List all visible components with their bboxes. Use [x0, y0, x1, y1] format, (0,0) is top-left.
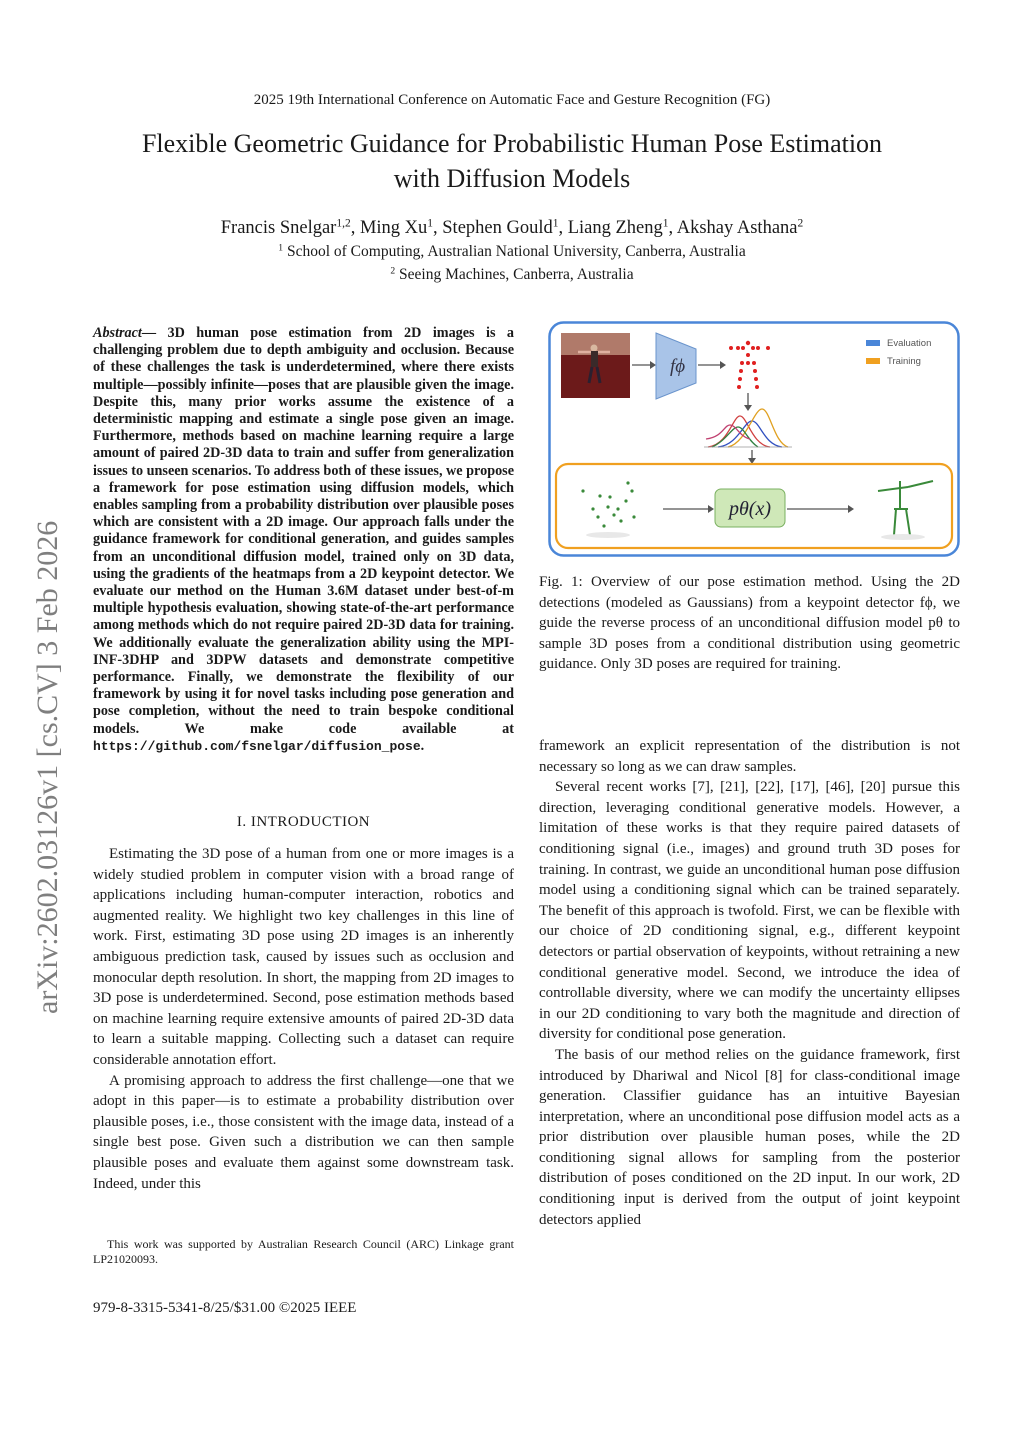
paragraph: A promising approach to address the first challenge—one that we adopt in this paper—is to estimate a probability distribution over plausible poses, i.e., those consistent with the image data, instead of a single best pose. Given such a distribution we can then sample plausible poses and evaluate them against some downstream task. Indeed, under this	[93, 1072, 514, 1192]
abstract-label: Abstract	[93, 325, 142, 341]
affiliation: $^2$ Seeing Machines, Canberra, Australia	[390, 265, 634, 283]
paragraph: Estimating the 3D pose of a human from one or more images is a widely studied problem in computer vision with a broad range of applications including human-computer interaction, robotics and augmented reality. We highlight two key challenges in this line of work. First, estimating 3D pose using 2D images is an inherently ambiguous prediction task, caused by issues such as occlusion and monocular depth resolution. In short, the mapping from 2D images to 3D pose is underdetermined. Second, pose estimation methods based on machine learning require extensive amounts of paired 2D-3D data to learn a suitable mapping. Collecting such a dataset can require considerable annotation effort.	[93, 846, 514, 1068]
author: Liang Zheng$^1$	[567, 217, 669, 238]
right-column-text	[539, 736, 960, 1230]
code-link[interactable]: https://github.com/fsnelgar/diffusion_pose	[93, 738, 421, 754]
diffusion-model-label: pθ(x)	[728, 498, 772, 520]
encoder-label: fϕ	[670, 356, 686, 377]
intro-text	[93, 844, 514, 1194]
title-line-2: with Diffusion Models	[393, 164, 631, 193]
figure-1	[548, 321, 960, 557]
paragraph: Several recent works [7], [21], [22], [17], [46], [20] pursue this direction, leveraging conditional generative models. However, a limitation of these works is that they require paired datasets of conditioning signal (i.e., images) and ground truth 3D poses for training. In contrast, we guide an unconditional human pose diffusion model using a conditioning signal which can be trained separately. The benefit of this approach is twofold. First, we can be flexible with our choice of 2D conditioning signal, e.g., different keypoint detectors or partial observation of keypoints, without retraining a new conditional generative model. Second, we introduce the idea of controllable diversity, where we can modify the uncertainty ellipses in our 2D conditioning to vary both the magnitude and direction of diversity for conditional pose generation.	[539, 779, 960, 1043]
legend-training-label: Training	[887, 356, 921, 367]
paragraph: The basis of our method relies on the guidance framework, first introduced by Dhariwal and Nicol [8] for class-conditional image generation. Classifier guidance has an intuitive Bayesian interpretation, where an unconditional pose diffusion model acts as a prior distribution over plausible human poses, while the 2D conditioning signal allows for sampling from the posterior distribution of poses conditioned on the 2D input. In our work, 2D conditioning input is derived from the output of joint keypoint detectors applied	[539, 1046, 960, 1228]
abstract: Abstract— 3D human pose estimation from 2D images is a challenging problem due to depth ambiguity and occlusion. Because of these challenges the task is underdetermined, where there exists multiple—possibly infinite—poses that are plausible given the image. Despite this, many prior works assume the existence of a deterministic mapping and estimate a single pose given an image. Furthermore, methods based on machine learning require a large amount of paired 2D-3D data to train and suffer from generalization issues to unseen scenarios. To address both of these issues, we propose a framework for pose estimation using diffusion models, which enables sampling from a probability distribution over plausible poses which are consistent with a 2D image. Our approach falls under the guidance framework for conditional generation, and guides samples from an unconditional diffusion model, trained only on 3D data, using the gradients of the heatmaps from a 2D keypoint detector. We evaluate our method on the Human 3.6M dataset under best-of-m multiple hypothesis evaluation, showing state-of-the-art performance among methods which do not require paired 2D-3D data for training. We additionally evaluate the generalization ability using the MPI-INF-3DHP and 3DPW datasets and demonstrate competitive performance. Finally, we demonstrate the flexibility of our framework by using it for novel tasks including pose generation and pose completion, without the need to train bespoke conditional models. We make code available at https://github.com/fsnelgar/diffusion_pose.	[93, 325, 514, 754]
conference-name: 2025 19th International Conference on Automatic Face and Gesture Recognition (FG)	[253, 92, 771, 108]
legend-evaluation-swatch	[866, 340, 880, 346]
input-image	[561, 333, 630, 398]
author: Ming Xu$^1$	[359, 217, 434, 238]
figure-caption: Fig. 1: Overview of our pose estimation method. Using the 2D detections (modeled as Gaussians) from a keypoint detector fϕ, we guide the reverse process of an unconditional diffusion model pθ to sample 3D poses from a conditional distribution using geometric guidance. Only 3D poses are required for training.	[539, 574, 960, 673]
arxiv-identifier[interactable]: arXiv:2602.03126v1 [cs.CV] 3 Feb 2026	[31, 520, 64, 1014]
legend-evaluation-label: Evaluation	[887, 338, 932, 349]
paragraph: framework an explicit representation of the distribution is not necessary so long as we can draw samples.	[539, 738, 960, 775]
footnote: This work was supported by Australian Research Council (ARC) Linkage grant LP21020093.	[93, 1237, 514, 1266]
author: Francis Snelgar$^{1,2}$	[220, 217, 351, 238]
section-heading: I. INTRODUCTION	[236, 814, 371, 830]
abstract-text: — 3D human pose estimation from 2D images is a challenging problem due to depth ambiguity and occlusion. Because of these challenges the task is underdetermined, where there exists multiple—possibly infinite—poses that are plausible given the image. Despite this, many prior works assume the existence of a deterministic mapping and estimate a single pose given an image. Furthermore, methods based on machine learning require a large amount of paired 2D-3D data to train and suffer from generalization issues to unseen scenarios. To address both of these issues, we propose a framework for pose estimation using diffusion models, which enables sampling from a probability distribution over plausible poses which are consistent with a 2D image. Our approach falls under the guidance framework for conditional generation, and guides samples from an unconditional diffusion model, trained only on 3D data, using the gradients of the heatmaps from a 2D keypoint detector. We evaluate our method on the Human 3.6M dataset under best-of-m multiple hypothesis evaluation, showing state-of-the-art performance among methods which do not require paired 2D-3D data for training. We additionally evaluate the generalization ability using the MPI-INF-3DHP and 3DPW datasets and demonstrate competitive performance. Finally, we demonstrate the flexibility of our framework by using it for novel tasks including pose generation and pose completion, without the need to train bespoke conditional models. We make code available at	[93, 325, 514, 737]
legend-training-swatch	[866, 358, 880, 364]
author-list: Francis Snelgar$^{1,2}$, Ming Xu$^1$, Stephen Gould$^1$, Liang Zheng$^1$, Akshay Asthana$^2$	[220, 217, 804, 238]
author: Stephen Gould$^1$	[442, 217, 559, 238]
affiliation: $^1$ School of Computing, Australian National University, Canberra, Australia	[278, 242, 746, 260]
copyright-notice: 979-8-3315-5341-8/25/$31.00 ©2025 IEEE	[93, 1300, 357, 1316]
author: Akshay Asthana$^2$	[676, 217, 804, 238]
paper-title	[90, 126, 934, 196]
title-line-1: Flexible Geometric Guidance for Probabilistic Human Pose Estimation	[141, 129, 883, 158]
